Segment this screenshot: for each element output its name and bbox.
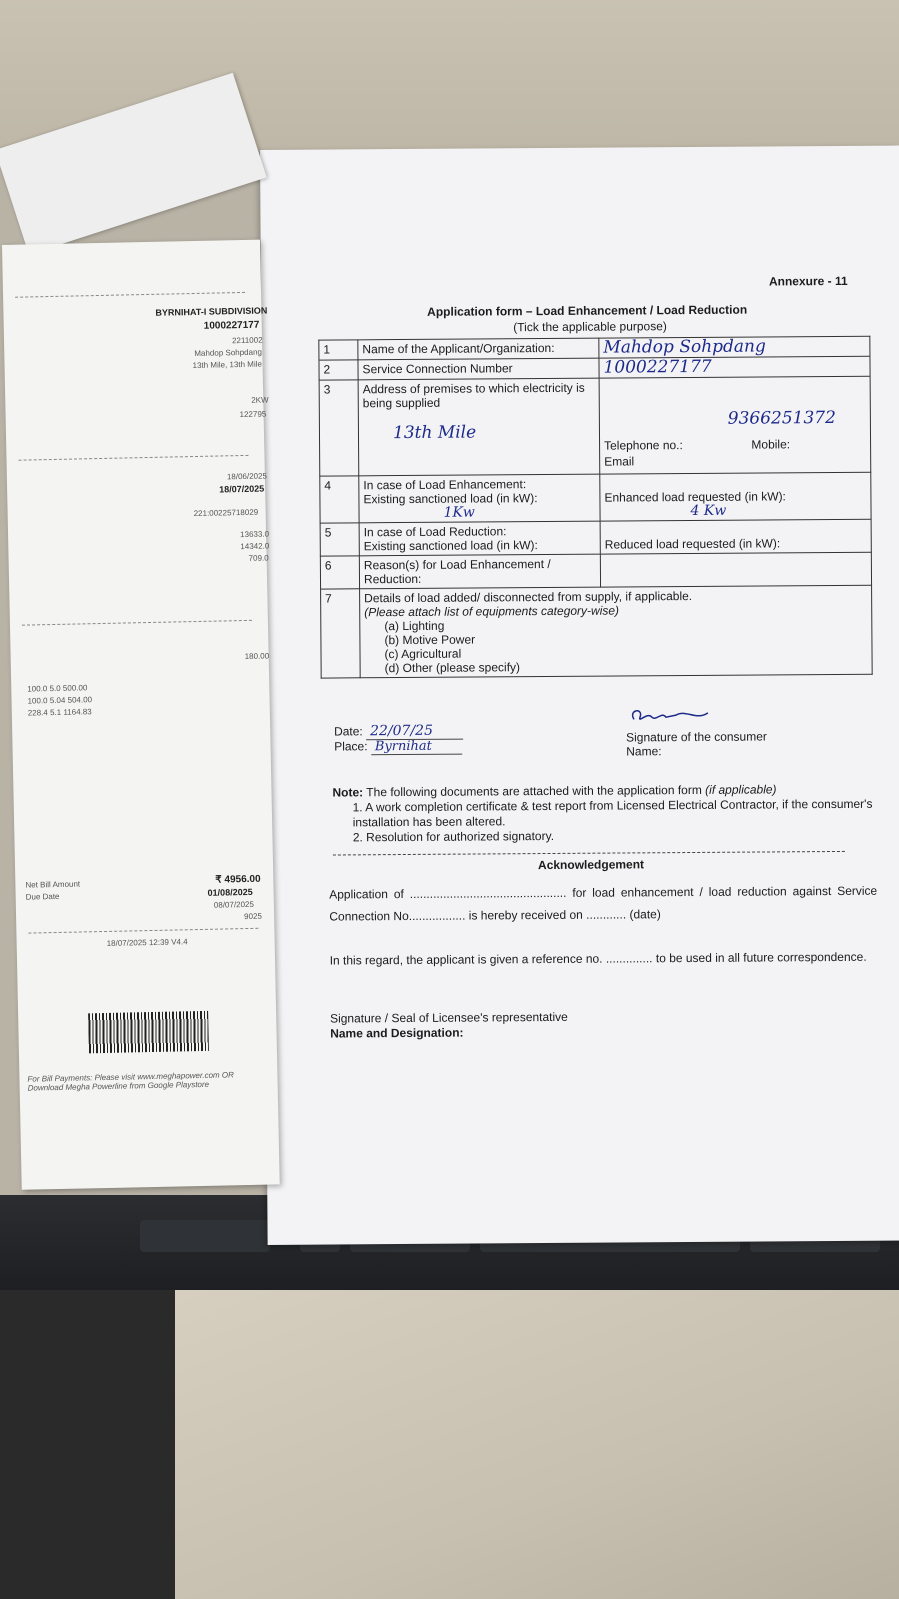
receipt-curr-date: 18/07/2025 [219, 483, 265, 495]
receipt-consumer-id: 1000227177 [203, 319, 260, 332]
form-table [318, 336, 872, 679]
annexure-label: Annexure - 11 [768, 273, 848, 289]
reason-field[interactable] [600, 552, 871, 587]
receipt-energy-row: 228.4 5.1 1164.83 [27, 707, 92, 718]
receipt-energy-row: 100.0 5.04 504.00 [27, 695, 93, 706]
row-number: 5 [320, 523, 359, 556]
receipt-last-payment-amount: 9025 [244, 911, 263, 922]
handwritten-date: 22/07/25 [366, 723, 463, 741]
form-subtitle: (Tick the applicable purpose) [513, 319, 667, 335]
acknowledgement-heading: Acknowledgement [537, 857, 645, 873]
load-details-note: (Please attach list of equipments category-wise) [364, 603, 620, 620]
handwritten-enhanced-load: 4 Kw [690, 502, 727, 520]
receipt-mr-code: 2211002 [231, 335, 263, 346]
row-question: Reason(s) for Load Enhancement / Reduction: [359, 554, 600, 589]
telephone-label: Telephone no.: [604, 438, 683, 453]
receipt-curr-kwh: 14342.0 [240, 541, 270, 552]
dashed-rule [15, 292, 245, 298]
applicant-name-field[interactable] [599, 336, 870, 358]
receipt-fixed-charges: 180.00 [244, 651, 270, 662]
dashed-divider [333, 851, 845, 856]
receipt-address: 13th Mile, 13th Mile [192, 359, 263, 371]
row-number: 6 [320, 556, 359, 589]
receipt-due-date: 01/08/2025 [207, 886, 253, 898]
electricity-bill-receipt [2, 240, 280, 1190]
row-number: 1 [319, 340, 358, 360]
note-if: (if applicable) [705, 782, 777, 797]
handwritten-service-number: 1000227177 [603, 356, 712, 378]
service-number-field[interactable] [599, 356, 870, 378]
note-item: 1. A work completion certificate & test report from Licensed Electrical Contractor, if the consumer's installation has been altered. [352, 796, 873, 830]
name-label: Name: [626, 744, 662, 759]
signature-block [626, 704, 767, 758]
contact-field[interactable] [599, 376, 871, 474]
ack-paragraph: Application of ............................................... for load enhancement / load reduction against Service Connection No................. is hereby received on ............ (date) [329, 883, 878, 924]
enhancement-question: In case of Load Enhancement: [363, 477, 527, 493]
signature-label: Signature of the consumer [626, 729, 767, 745]
enhanced-load-field[interactable] [600, 472, 871, 521]
dark-region [0, 1290, 175, 1599]
receipt-footer: For Bill Payments: Please visit www.meghapower.com OR Download Megha Powerline from Google Playstore [27, 1070, 234, 1093]
seal-label: Signature / Seal of Licensee's representative [330, 1009, 568, 1026]
row-number: 7 [321, 589, 361, 678]
handwritten-name: Mahdop Sohpdang [603, 336, 766, 358]
handwritten-address: 13th Mile [392, 422, 477, 444]
note-block [332, 782, 877, 846]
receipt-last-payment-date: 08/07/2025 [213, 899, 255, 910]
row-question [359, 521, 600, 556]
row-number: 4 [320, 476, 359, 523]
existing-load-label: Existing sanctioned load (in kW): [363, 538, 538, 554]
receipt-subdivision: BYRNIHAT-I SUBDIVISION [155, 305, 268, 318]
reduction-question: In case of Load Reduction: [363, 524, 507, 540]
barcode [88, 1011, 209, 1054]
dashed-rule [28, 928, 258, 934]
row-number: 2 [319, 360, 358, 380]
dashed-rule [18, 455, 248, 461]
note-item: 2. Resolution for authorized signatory. [352, 828, 555, 845]
address-question: Address of premises to which electricity is being supplied [362, 380, 585, 411]
form-row [320, 519, 871, 556]
application-form-sheet [260, 146, 899, 1245]
desk-surface-bottom [175, 1290, 899, 1599]
note-text: The following documents are attached with the application form [366, 782, 702, 800]
load-item: (c) Agricultural [384, 646, 462, 662]
enhanced-load-label: Enhanced load requested (in kW): [604, 489, 786, 505]
form-title: Application form – Load Enhancement / Load Reduction [427, 302, 748, 319]
handwritten-existing-load: 1Kw [443, 504, 475, 521]
row-question [359, 474, 600, 523]
receipt-prev-date: 18/06/2025 [226, 471, 268, 482]
form-row [321, 585, 873, 678]
form-row [320, 552, 871, 589]
receipt-net-bill-label: Net Bill Amount [25, 879, 81, 890]
row-question: Name of the Applicant/Organization: [358, 338, 599, 360]
keyboard-key [140, 1220, 270, 1252]
load-item: (b) Motive Power [384, 632, 476, 648]
name-designation-label: Name and Designation: [330, 1025, 464, 1041]
receipt-printed-time: 18/07/2025 12:39 V4.4 [106, 937, 188, 948]
form-row [319, 376, 871, 476]
receipt-bill-number: 221:00225718029 [193, 507, 259, 519]
load-details-question: Details of load added/ disconnected from supply, if applicable. [364, 588, 693, 606]
handwritten-signature [626, 705, 716, 728]
reduced-load-label: Reduced load requested (in kW): [604, 536, 781, 552]
receipt-prev-kwh: 13633.0 [240, 529, 270, 540]
reduced-load-field[interactable] [600, 519, 871, 554]
receipt-billed-unit: 709.0 [248, 553, 269, 563]
form-row [320, 472, 871, 523]
note-label: Note: [332, 785, 364, 800]
receipt-consumer-name: Mahdop Sohpdang [194, 347, 263, 358]
receipt-meter-no: 122795 [239, 409, 267, 420]
load-item: (d) Other (please specify) [384, 660, 521, 676]
existing-load-label: Existing sanctioned load (in kW): [363, 491, 538, 507]
ack-reference-paragraph: In this regard, the applicant is given a reference no. .............. to be used in all future correspondence. [329, 949, 867, 968]
row-question: Service Connection Number [358, 358, 599, 380]
date-place-block [334, 723, 463, 755]
email-label: Email [604, 454, 635, 469]
receipt-category: 2KW [251, 395, 269, 405]
load-item: (a) Lighting [384, 618, 445, 634]
handwritten-place: Byrnihat [371, 739, 462, 756]
receipt-net-bill: ₹ 4956.00 [215, 873, 261, 886]
handwritten-mobile: 9366251372 [727, 407, 836, 429]
receipt-due-date-label: Due Date [25, 891, 60, 902]
load-details-cell [360, 585, 873, 678]
row-number: 3 [319, 380, 359, 476]
row-question [358, 378, 600, 476]
mobile-label: Mobile: [751, 437, 791, 452]
dashed-rule [22, 620, 252, 626]
place-label: Place: [334, 739, 368, 754]
receipt-energy-row: 100.0 5.0 500.00 [27, 683, 88, 694]
date-label: Date: [334, 724, 363, 739]
